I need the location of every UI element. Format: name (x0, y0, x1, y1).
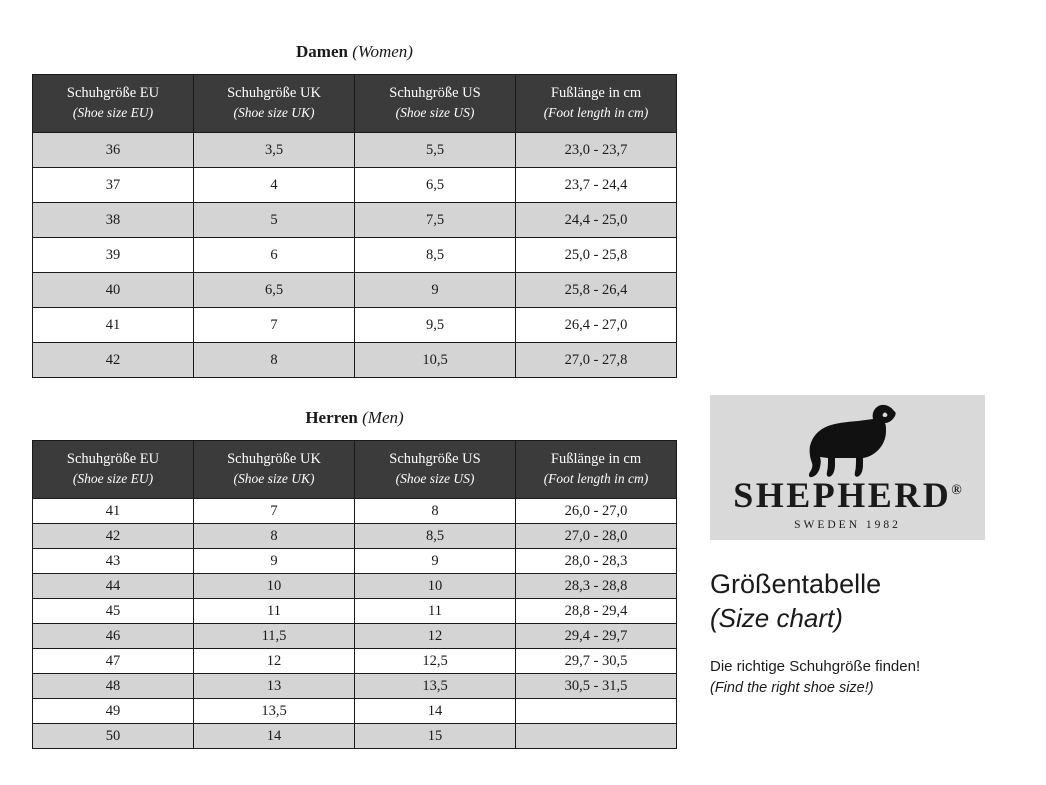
instruction-note-en: (Find the right shoe size!) (710, 680, 874, 696)
cell-us: 9 (355, 273, 516, 308)
cell-uk: 13,5 (194, 699, 355, 724)
cell-eu: 38 (33, 203, 194, 238)
registered-mark: ® (951, 483, 962, 498)
table-row (33, 273, 677, 308)
cell-eu: 49 (33, 699, 194, 724)
cell-uk: 6,5 (194, 273, 355, 308)
cell-uk: 8 (194, 343, 355, 378)
cell-uk: 14 (194, 724, 355, 749)
cell-us: 6,5 (355, 168, 516, 203)
column-header-footlength (516, 75, 677, 133)
cell-uk: 12 (194, 649, 355, 674)
table-row (33, 574, 677, 599)
cell-us: 13,5 (355, 674, 516, 699)
women-table-title-de: Damen (296, 42, 348, 61)
column-header-eu-de: Schuhgröße EU (66, 451, 160, 468)
cell-footlength: 27,0 - 27,8 (516, 343, 677, 378)
sheep-icon (798, 403, 908, 478)
cell-footlength: 25,0 - 25,8 (516, 238, 677, 273)
cell-footlength: 29,4 - 29,7 (516, 624, 677, 649)
cell-us: 14 (355, 699, 516, 724)
cell-footlength: 23,0 - 23,7 (516, 133, 677, 168)
instruction-note (710, 656, 1015, 699)
cell-footlength: 26,0 - 27,0 (516, 499, 677, 524)
cell-footlength: 24,4 - 25,0 (516, 203, 677, 238)
cell-footlength: 30,5 - 31,5 (516, 674, 677, 699)
cell-footlength: 29,7 - 30,5 (516, 649, 677, 674)
cell-footlength (516, 724, 677, 749)
column-header-us-de: Schuhgröße US (389, 85, 481, 102)
cell-eu: 42 (33, 524, 194, 549)
women-size-table-block (32, 42, 677, 378)
cell-uk: 7 (194, 308, 355, 343)
men-table-head (33, 441, 677, 499)
column-header-us-en: (Shoe size US) (395, 470, 475, 486)
cell-footlength: 28,3 - 28,8 (516, 574, 677, 599)
cell-eu: 46 (33, 624, 194, 649)
cell-us: 8,5 (355, 524, 516, 549)
table-header-row (33, 75, 677, 133)
cell-us: 15 (355, 724, 516, 749)
table-row (33, 499, 677, 524)
table-row (33, 649, 677, 674)
cell-eu: 45 (33, 599, 194, 624)
cell-eu: 41 (33, 308, 194, 343)
cell-eu: 39 (33, 238, 194, 273)
cell-footlength: 23,7 - 24,4 (516, 168, 677, 203)
column-header-eu-en: (Shoe size EU) (72, 104, 154, 120)
column-header-us (355, 441, 516, 499)
women-table-head (33, 75, 677, 133)
cell-eu: 36 (33, 133, 194, 168)
table-row (33, 343, 677, 378)
cell-footlength: 25,8 - 26,4 (516, 273, 677, 308)
cell-eu: 40 (33, 273, 194, 308)
column-header-us (355, 75, 516, 133)
cell-footlength (516, 699, 677, 724)
cell-us: 12 (355, 624, 516, 649)
cell-footlength: 28,8 - 29,4 (516, 599, 677, 624)
column-header-eu-en: (Shoe size EU) (72, 470, 154, 486)
cell-uk: 4 (194, 168, 355, 203)
men-table-body (33, 499, 677, 749)
table-row (33, 168, 677, 203)
table-row (33, 724, 677, 749)
column-header-uk-en: (Shoe size UK) (233, 470, 315, 486)
cell-eu: 47 (33, 649, 194, 674)
table-row (33, 674, 677, 699)
brand-name-text: SHEPHERD (733, 475, 952, 515)
cell-us: 10 (355, 574, 516, 599)
column-header-us-en: (Shoe size US) (395, 104, 475, 120)
cell-eu: 41 (33, 499, 194, 524)
table-row (33, 524, 677, 549)
men-table-title (32, 408, 677, 428)
men-table-title-en: (Men) (362, 408, 404, 427)
cell-eu: 48 (33, 674, 194, 699)
brand-name (710, 477, 985, 513)
column-header-footlength-en: (Foot length in cm) (543, 104, 649, 120)
table-row (33, 549, 677, 574)
women-table-title (32, 42, 677, 62)
cell-us: 9 (355, 549, 516, 574)
cell-uk: 9 (194, 549, 355, 574)
men-size-table-block (32, 408, 677, 749)
table-row (33, 238, 677, 273)
column-header-eu (33, 441, 194, 499)
cell-us: 5,5 (355, 133, 516, 168)
cell-uk: 3,5 (194, 133, 355, 168)
column-header-footlength (516, 441, 677, 499)
cell-us: 7,5 (355, 203, 516, 238)
column-header-uk (194, 441, 355, 499)
cell-eu: 44 (33, 574, 194, 599)
column-header-uk (194, 75, 355, 133)
table-row (33, 624, 677, 649)
brand-panel (710, 395, 1015, 699)
cell-footlength: 28,0 - 28,3 (516, 549, 677, 574)
column-header-uk-en: (Shoe size UK) (233, 104, 315, 120)
cell-uk: 11,5 (194, 624, 355, 649)
table-header-row (33, 441, 677, 499)
women-table-title-en: (Women) (352, 42, 413, 61)
table-row (33, 203, 677, 238)
page-title (710, 568, 1015, 634)
cell-eu: 37 (33, 168, 194, 203)
cell-us: 10,5 (355, 343, 516, 378)
column-header-uk-de: Schuhgröße UK (227, 451, 321, 468)
column-header-footlength-de: Fußlänge in cm (550, 451, 642, 468)
cell-uk: 8 (194, 524, 355, 549)
cell-footlength: 26,4 - 27,0 (516, 308, 677, 343)
cell-eu: 42 (33, 343, 194, 378)
cell-us: 8,5 (355, 238, 516, 273)
cell-uk: 7 (194, 499, 355, 524)
column-header-eu (33, 75, 194, 133)
column-header-eu-de: Schuhgröße EU (66, 85, 160, 102)
cell-us: 12,5 (355, 649, 516, 674)
column-header-footlength-en: (Foot length in cm) (543, 470, 649, 486)
table-row (33, 699, 677, 724)
instruction-note-de: Die richtige Schuhgröße finden! (710, 658, 921, 676)
women-size-table (32, 74, 677, 378)
cell-eu: 43 (33, 549, 194, 574)
cell-us: 8 (355, 499, 516, 524)
page-title-de: Größentabelle (710, 569, 882, 599)
cell-us: 9,5 (355, 308, 516, 343)
table-row (33, 133, 677, 168)
cell-uk: 5 (194, 203, 355, 238)
cell-uk: 10 (194, 574, 355, 599)
column-header-footlength-de: Fußlänge in cm (550, 85, 642, 102)
cell-uk: 13 (194, 674, 355, 699)
women-table-body (33, 133, 677, 378)
cell-uk: 11 (194, 599, 355, 624)
table-row (33, 308, 677, 343)
cell-us: 11 (355, 599, 516, 624)
brand-tagline: SWEDEN 1982 (794, 519, 901, 531)
brand-logo-box (710, 395, 985, 540)
column-header-us-de: Schuhgröße US (389, 451, 481, 468)
cell-uk: 6 (194, 238, 355, 273)
men-table-title-de: Herren (305, 408, 358, 427)
men-size-table (32, 440, 677, 749)
column-header-uk-de: Schuhgröße UK (227, 85, 321, 102)
cell-eu: 50 (33, 724, 194, 749)
table-row (33, 599, 677, 624)
cell-footlength: 27,0 - 28,0 (516, 524, 677, 549)
page-title-en: (Size chart) (710, 602, 843, 633)
